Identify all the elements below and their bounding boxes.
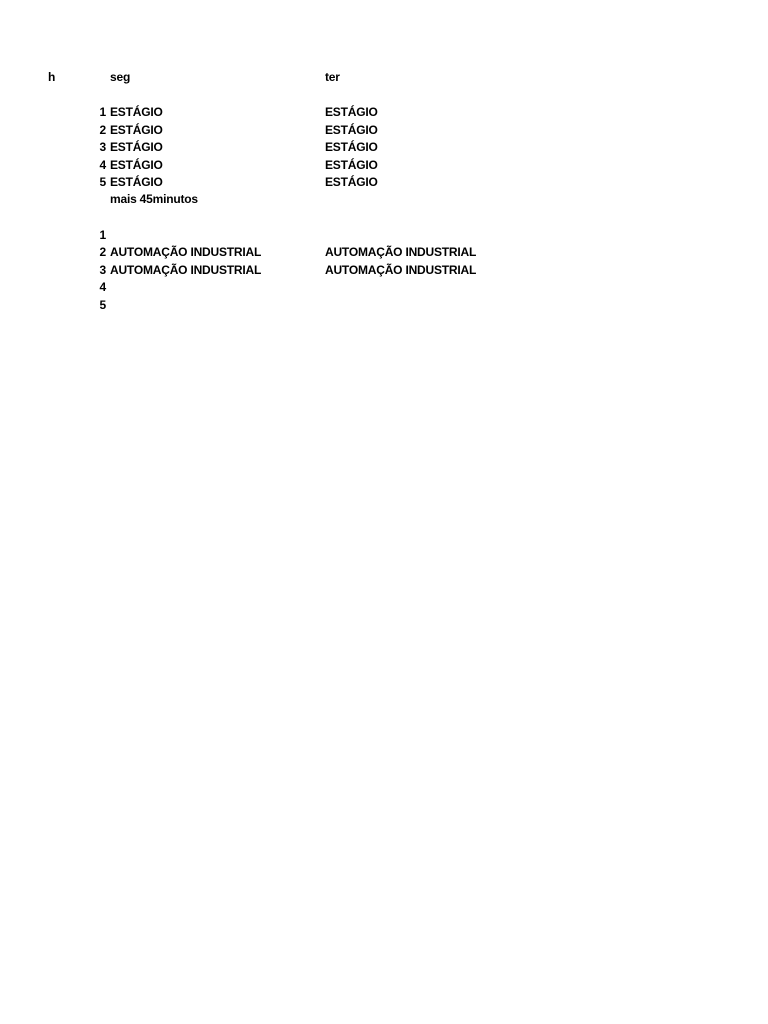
class-seg: AUTOMAÇÃO INDUSTRIAL: [110, 263, 262, 277]
class-ter: ESTÁGIO: [325, 123, 378, 137]
period-number: 1: [99, 105, 106, 119]
period-number: 3: [99, 140, 106, 154]
class-seg: ESTÁGIO: [110, 175, 163, 189]
period-number: 1: [99, 228, 106, 242]
class-seg: ESTÁGIO: [110, 158, 163, 172]
day-header-seg: seg: [110, 70, 131, 84]
period-number: 5: [99, 298, 106, 312]
day-header-ter: ter: [325, 70, 340, 84]
class-ter: ESTÁGIO: [325, 105, 378, 119]
class-ter: ESTÁGIO: [325, 140, 378, 154]
period-number: 5: [99, 175, 106, 189]
class-seg: ESTÁGIO: [110, 140, 163, 154]
class-ter: ESTÁGIO: [325, 175, 378, 189]
class-ter: AUTOMAÇÃO INDUSTRIAL: [325, 263, 477, 277]
class-ter: ESTÁGIO: [325, 158, 378, 172]
period-number: 4: [99, 158, 106, 172]
period-number: 2: [99, 245, 106, 259]
period-number: 2: [99, 123, 106, 137]
extra-time-note: mais 45minutos: [110, 192, 198, 206]
class-ter: AUTOMAÇÃO INDUSTRIAL: [325, 245, 477, 259]
class-seg: ESTÁGIO: [110, 123, 163, 137]
hour-column-header: h: [48, 70, 56, 84]
period-number: 4: [99, 280, 106, 294]
class-seg: AUTOMAÇÃO INDUSTRIAL: [110, 245, 262, 259]
period-number: 3: [99, 263, 106, 277]
class-seg: ESTÁGIO: [110, 105, 163, 119]
